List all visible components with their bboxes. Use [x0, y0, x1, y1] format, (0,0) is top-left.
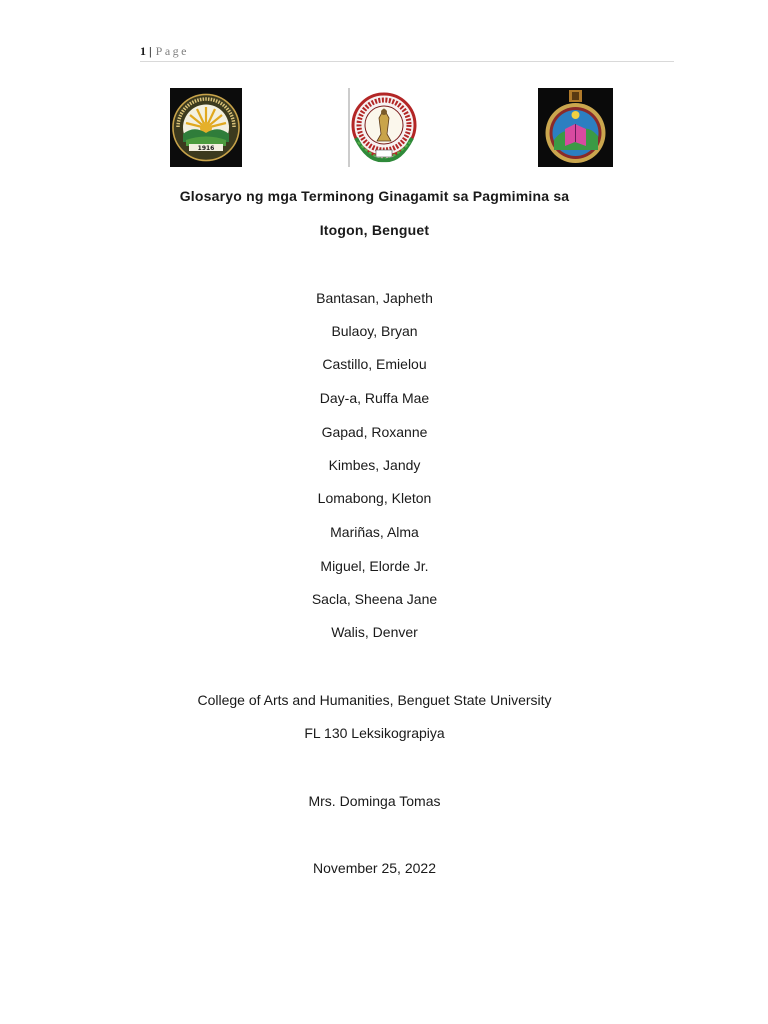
- page-header: [140, 44, 674, 62]
- author-name: Kimbes, Jandy: [328, 457, 421, 473]
- page-number: 1: [140, 44, 146, 58]
- author-name: Bantasan, Japheth: [316, 290, 433, 306]
- document-title-line-1: Glosaryo ng mga Terminong Ginagamit sa Pagmimina sa: [179, 188, 570, 204]
- benguet-state-university-seal-icon: [170, 88, 242, 167]
- author-name: Lomabong, Kleton: [317, 490, 432, 506]
- author-name: Castillo, Emielou: [322, 356, 427, 372]
- course: FL 130 Leksikograpiya: [304, 725, 445, 741]
- svg-text:1916: 1916: [197, 145, 215, 152]
- page-label: Page: [155, 44, 189, 58]
- header-separator: |: [149, 44, 152, 58]
- author-name: Day-a, Ruffa Mae: [319, 390, 430, 406]
- instructor: Mrs. Dominga Tomas: [308, 793, 441, 809]
- department-medal-logo-icon: [538, 88, 613, 167]
- author-name: Bulaoy, Bryan: [331, 323, 418, 339]
- author-name: Miguel, Elorde Jr.: [320, 558, 429, 574]
- institution: College of Arts and Humanities, Benguet State University: [197, 692, 552, 708]
- author-name: Gapad, Roxanne: [321, 424, 428, 440]
- date: November 25, 2022: [313, 860, 436, 876]
- document-title-line-2: Itogon, Benguet: [319, 222, 430, 238]
- author-name: Sacla, Sheena Jane: [311, 591, 438, 607]
- author-name: Walis, Denver: [331, 624, 418, 640]
- author-name: Mariñas, Alma: [330, 524, 419, 540]
- college-of-arts-and-humanities-seal-icon: [348, 88, 420, 167]
